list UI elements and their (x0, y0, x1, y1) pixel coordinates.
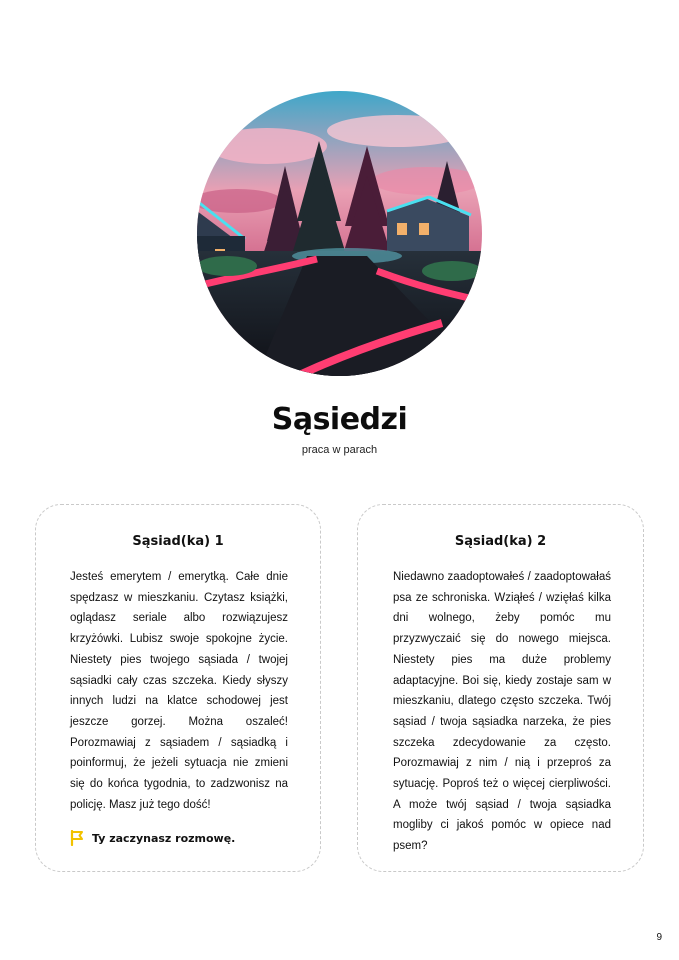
role-card-1-text: Jesteś emerytem / emerytką. Całe dnie spędzasz w mieszkaniu. Czytasz książki, oglądasz seriale albo rozwiązujesz krzyżówki. Lubisz swoje spokojne życie. Niestety pies twojego sąsiada / twojej sąsiadki cały czas szczeka. Kiedy słyszy innych ludzi na klatce schodowej jest jeszcze gorzej. Można oszaleć! Porozmawiaj z sąsiadem / sąsiadką i poinformuj, że jeżeli sytuacja nie zmieni się do końca tygodnia, to zadzwonisz na policję. Masz już tego dość! (70, 571, 288, 811)
page-subtitle: praca w parach (301, 444, 378, 456)
neighborhood-street-illustration (197, 91, 482, 376)
hero-illustration (197, 91, 482, 376)
role-card-1 (35, 504, 321, 872)
role-card-2-title: Sąsiad(ka) 2 (454, 534, 547, 549)
role-card-2 (357, 504, 644, 872)
page-title: Sąsiedzi (271, 402, 408, 437)
flag-icon (70, 830, 84, 846)
page-number: 9 (656, 932, 662, 943)
role-card-1-title: Sąsiad(ka) 1 (132, 534, 224, 549)
starter-note (70, 830, 235, 846)
role-card-2-text: Niedawno zaadoptowałeś / zaadoptowałaś psa ze schroniska. Wziąłeś / wzięłaś kilka dni wolnego, żeby pomóc mu przyzwyczaić się do nowego miejsca. Niestety pies ma duże problemy adaptacyjne. Boi się, kiedy zostaje sam w mieszkaniu, dlatego często szczeka. Twój sąsiad / twoja sąsiadka narzeka, że pies szczeka zdecydowanie za często. Porozmawiaj z nim / nią i przeproś za sytuację. Poproś też o więcej cierpliwości. A może twój sąsiad / twoja sąsiadka mogliby ci jakoś pomóc w opiece nad psem? (393, 571, 611, 853)
starter-note-text: Ty zaczynasz rozmowę. (92, 831, 236, 845)
